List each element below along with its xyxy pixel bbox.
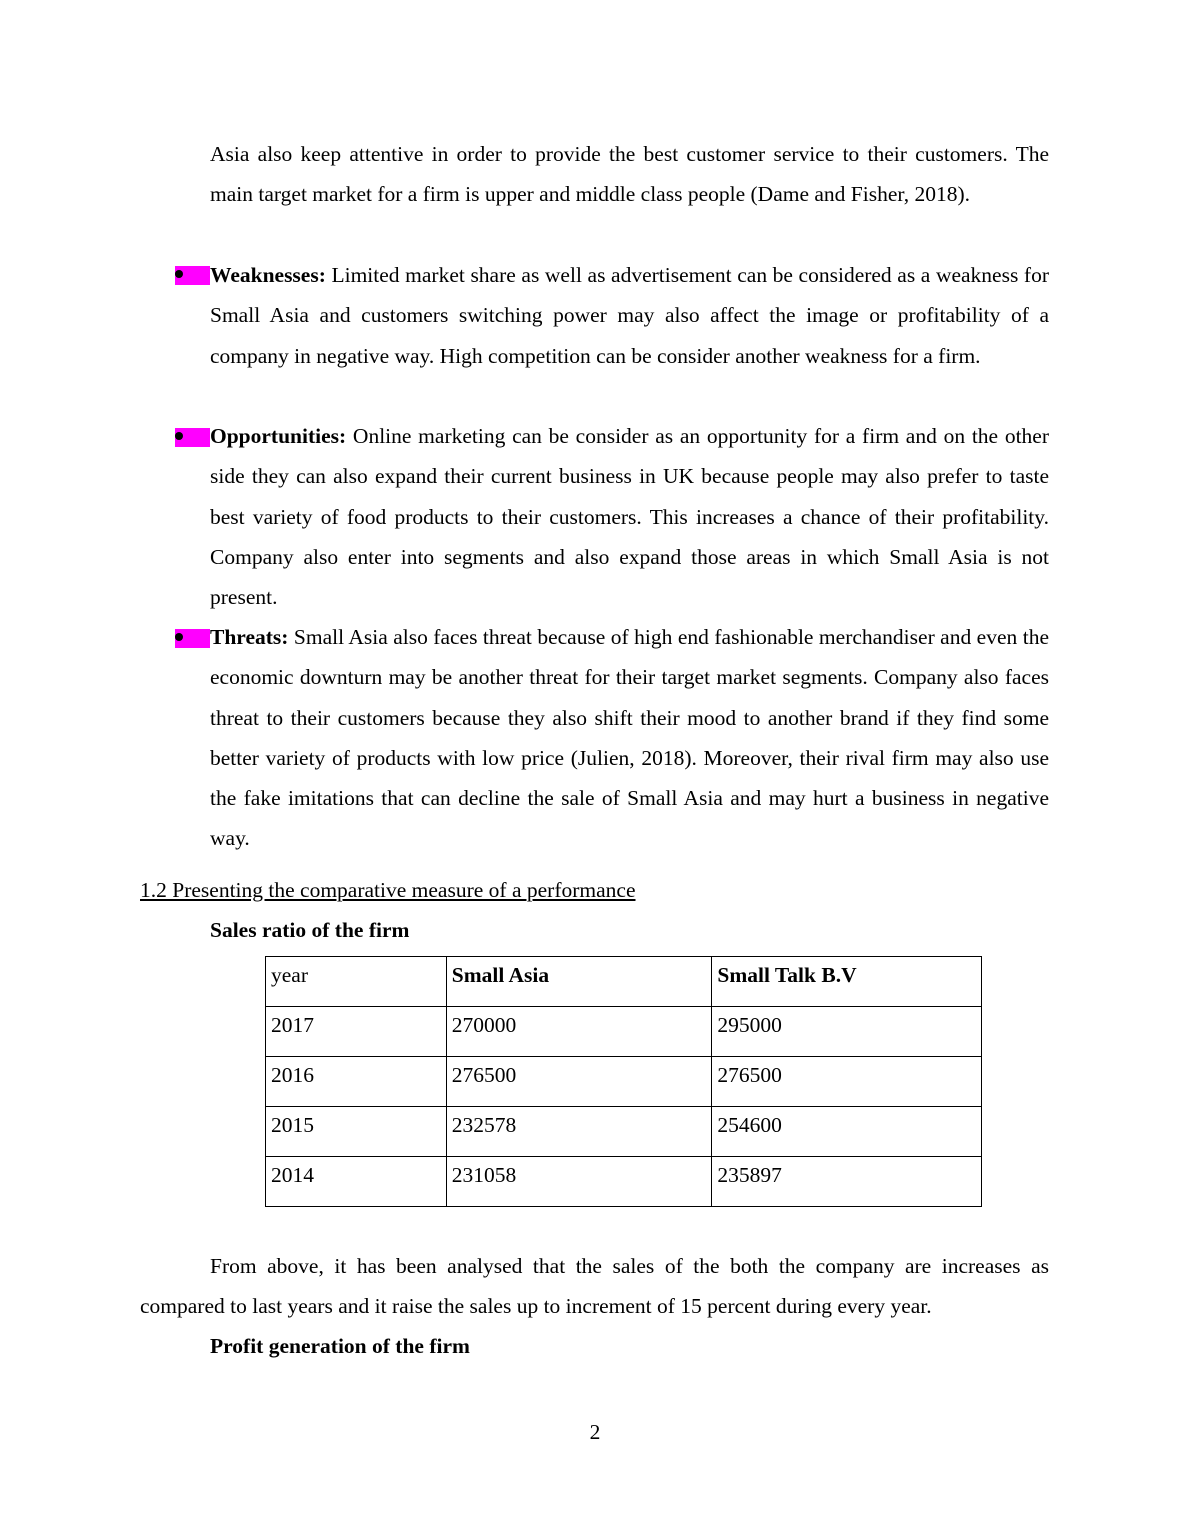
- table-row: [266, 1157, 982, 1207]
- conclusion-paragraph: From above, it has been analysed that the sales of the both the company are increases as compared to last years and it raise the sales up to increment of 15 percent during every year.: [140, 1254, 1049, 1319]
- bullet-paragraph: [210, 416, 1049, 617]
- sales-heading: Sales ratio of the firm: [210, 918, 410, 942]
- table-cell: 295000: [712, 1007, 982, 1057]
- bullet-label: Threats:: [210, 625, 289, 649]
- table-cell: 231058: [446, 1157, 712, 1207]
- table-cell: 254600: [712, 1107, 982, 1157]
- table-cell: 2017: [266, 1007, 447, 1057]
- bullet-body: Online marketing can be consider as an opportunity for a firm and on the other side they can also expand their current business in UK because people may also prefer to taste best variety of food products to their customers. This increases a chance of their profitability. Company also enter into segments and also expand those areas in which Small Asia is not present.: [210, 424, 1049, 610]
- profit-heading: Profit generation of the firm: [210, 1334, 470, 1358]
- bullet-label: Opportunities:: [210, 424, 347, 448]
- table-cell: 232578: [446, 1107, 712, 1157]
- table-cell: 276500: [446, 1057, 712, 1107]
- table-header-row: [266, 957, 982, 1007]
- bullet-body: Small Asia also faces threat because of high end fashionable merchandiser and even the economic downturn may be another threat for their target market segments. Company also faces threat to their customers because they also shift their mood to another brand if they find some better variety of products with low price (Julien, 2018). Moreover, their rival firm may also use the fake imitations that can decline the sale of Small Asia and may hurt a business in negative way.: [210, 625, 1049, 851]
- table-cell: 2014: [266, 1157, 447, 1207]
- bullet-icon: [175, 432, 183, 440]
- bullet-icon: [175, 270, 183, 278]
- table-row: [266, 1057, 982, 1107]
- table-cell: 276500: [712, 1057, 982, 1107]
- intro-continuation: Asia also keep attentive in order to provide the best customer service to their customers. The main target market for a firm is upper and middle class people (Dame and Fisher, 2018).: [210, 142, 1049, 207]
- table-header-cell: Small Talk B.V: [712, 957, 982, 1007]
- page-number: 2: [589, 1420, 601, 1444]
- sales-table: [265, 956, 982, 1207]
- bullet-paragraph: [210, 255, 1049, 376]
- table-header-cell: Small Asia: [446, 957, 712, 1007]
- table-cell: 2015: [266, 1107, 447, 1157]
- table-cell: 2016: [266, 1057, 447, 1107]
- table-cell: 235897: [712, 1157, 982, 1207]
- table-row: [266, 1007, 982, 1057]
- bullet-paragraph: [210, 617, 1049, 859]
- bullet-label: Weaknesses:: [210, 263, 326, 287]
- table-header-cell: year: [266, 957, 447, 1007]
- table-cell: 270000: [446, 1007, 712, 1057]
- section-heading: 1.2 Presenting the comparative measure of a performance: [140, 878, 636, 902]
- bullet-body: Limited market share as well as advertisement can be considered as a weakness for Small Asia and customers switching power may also affect the image or profitability of a company in negative way. High competition can be consider another weakness for a firm.: [210, 263, 1049, 368]
- bullet-icon: [175, 633, 183, 641]
- table-row: [266, 1107, 982, 1157]
